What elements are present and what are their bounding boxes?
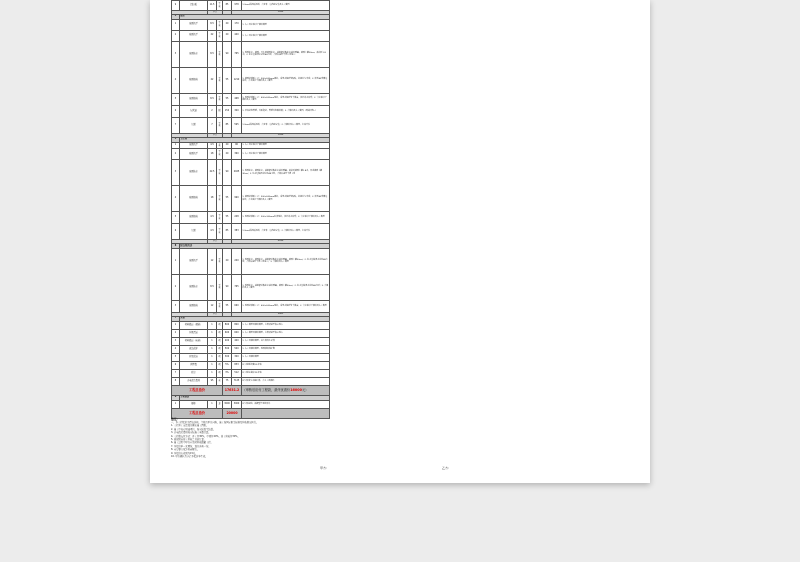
item-total: 240 xyxy=(232,248,242,274)
item-description: 1.3mm铝扣板吊顶，含龙骨、边角线安装；2. 含辅料及人工费用，灯具开孔 xyxy=(242,224,330,240)
item-name: 橱柜 xyxy=(180,400,208,408)
section-number: 6 xyxy=(172,243,180,248)
item-total: 765 xyxy=(232,274,242,300)
table-row xyxy=(172,186,330,212)
quote-table xyxy=(171,0,330,419)
item-unit: 平米 xyxy=(218,142,221,148)
row-number: 4 xyxy=(172,186,180,212)
table-row xyxy=(172,142,330,149)
item-total: 1210 xyxy=(232,67,242,93)
item-unit: 平米 xyxy=(217,30,223,41)
item-unit-price: 85 xyxy=(223,117,232,133)
row-number: 1 xyxy=(172,248,180,274)
table-row xyxy=(172,19,330,30)
grand-total-note xyxy=(242,385,330,395)
item-description: 1.3mm铝扣板吊顶，含龙骨、边角线安装及人工费用 xyxy=(242,1,330,11)
remarks-list xyxy=(171,421,341,458)
item-total: 800 xyxy=(232,321,242,329)
row-number: 8 xyxy=(172,377,180,385)
section-name: 其他 xyxy=(180,316,330,321)
item-total: 400 xyxy=(232,337,242,345)
item-name: 地面贴砖 xyxy=(180,93,208,105)
item-quantity: 22.5 xyxy=(208,160,217,186)
item-quantity: 22 xyxy=(208,67,217,93)
section-name: 厨房 xyxy=(180,14,330,19)
item-unit-price: 400 xyxy=(223,337,232,345)
row-number: 1 xyxy=(172,400,180,408)
item-unit: 平米 xyxy=(217,67,223,93)
item-quantity: 8.5 xyxy=(208,41,217,67)
item-unit-price: 85 xyxy=(223,1,232,11)
item-quantity: 4.5 xyxy=(208,142,217,149)
final-total-label: 工程总造价 xyxy=(172,408,223,418)
item-description: 1. 地面防水、墙面防水，涂刷聚氨酯防水涂料两遍，淋浴区墙面上翻1.8米，其余墙面上翻30cm；2. 防水层做闭水试验48小时，合格后进行下道工序 xyxy=(242,160,330,186)
row-number: 1 xyxy=(172,142,180,149)
item-total: 170 xyxy=(232,19,242,30)
item-name: 墙面贴砖 xyxy=(180,186,208,212)
item-total: 7125 xyxy=(232,377,242,385)
item-description: 1. 地面砖铺贴工艺：600×600mm地砖，采用水泥砂浆干铺法；2. 含水泥沙子辅料及人工费用 xyxy=(242,300,330,312)
item-total: 765 xyxy=(232,41,242,67)
item-total: 440 xyxy=(232,30,242,41)
remark-item: 1. 工程开工前需双方确认施工图纸。 xyxy=(171,424,209,428)
table-row xyxy=(172,329,330,337)
item-name: 开荒保洁 xyxy=(180,353,208,361)
item-name: 地面贴砖 xyxy=(180,212,208,224)
item-quantity: 1 xyxy=(208,369,217,377)
item-name: 材料搬运（楼梯） xyxy=(180,321,208,329)
subtotal-amount: 1665 xyxy=(232,312,330,316)
section-name: 阳台/阳光房 xyxy=(180,243,330,248)
item-quantity: 22 xyxy=(208,30,217,41)
item-name: 地面找平 xyxy=(180,19,208,30)
table-row xyxy=(172,274,330,300)
item-name: 垃圾清运 xyxy=(180,329,208,337)
item-name: 税金 xyxy=(180,369,208,377)
item-unit: 项 xyxy=(217,353,223,361)
table-row xyxy=(172,105,330,117)
item-quantity: 1 xyxy=(208,329,217,337)
item-unit-price: 55 xyxy=(223,186,232,212)
item-unit-price: 3000 xyxy=(223,400,232,408)
subtotal-label: 小计 xyxy=(208,133,223,137)
item-unit: 项 xyxy=(217,337,223,345)
table-row xyxy=(172,224,330,240)
item-unit: 项 xyxy=(217,321,223,329)
section-number: 7 xyxy=(172,316,180,321)
item-unit-price: 500 xyxy=(223,345,232,353)
item-total: 248 xyxy=(232,212,242,224)
remark-item: 5. 质保期自竣工验收之日起计算。 xyxy=(171,438,207,442)
section-number: 5 xyxy=(172,137,180,142)
item-quantity: 12 xyxy=(208,300,217,312)
table-row xyxy=(172,30,330,41)
item-unit: 项 xyxy=(217,329,223,337)
item-unit-price: 20 xyxy=(223,142,232,149)
item-description: 1. 地面防水、墙面防水，涂刷聚氨酯防水涂料两遍，墙面上翻30cm；2. 防水层做闭水试验48小时，合格后进行下道工序施工；3. 含辅料及人工费用 xyxy=(242,248,330,274)
item-unit-price: 55 xyxy=(223,300,232,312)
item-unit: 平米 xyxy=(217,212,223,224)
item-quantity: 1 xyxy=(208,321,217,329)
item-quantity: 1 xyxy=(208,353,217,361)
section-name: 卫生间 xyxy=(180,137,330,142)
item-unit: 米 xyxy=(217,377,223,385)
item-unit: 平米 xyxy=(217,117,223,133)
item-total: 853 xyxy=(232,361,242,369)
item-description: 1.3mm铝扣板吊顶，含龙骨、边角线安装；2. 含辅料及人工费用，灯具开孔 xyxy=(242,117,330,133)
item-quantity: 1 xyxy=(208,400,217,408)
item-total: 500 xyxy=(232,345,242,353)
remark-item: 2. 施工中如有增减项目，按实际发生结算。 xyxy=(171,427,216,431)
row-number: 9 xyxy=(172,1,180,11)
grand-total-row xyxy=(172,385,330,395)
item-total: 360 xyxy=(232,149,242,160)
item-description: 1. 人工及辅料费用 xyxy=(242,353,330,361)
item-name: 吊顶 xyxy=(180,224,208,240)
grand-total-amount: 17631.2 xyxy=(223,385,242,395)
row-number: 7 xyxy=(172,117,180,133)
table-row xyxy=(172,353,330,361)
subtotal-amount: 4096 xyxy=(232,240,330,244)
item-unit-price: 300 xyxy=(223,353,232,361)
item-unit: 平米 xyxy=(217,1,223,11)
table-row xyxy=(172,149,330,160)
item-total: 90 xyxy=(232,142,242,149)
table-row xyxy=(172,67,330,93)
row-number: 6 xyxy=(172,361,180,369)
table-row xyxy=(172,160,330,186)
row-number: 3 xyxy=(172,41,180,67)
item-name: 地面防水 xyxy=(180,41,208,67)
item-unit: 套 xyxy=(217,400,223,408)
item-description: 1. 人工及水泥沙子辅料费用 xyxy=(242,19,330,30)
row-number: 2 xyxy=(172,274,180,300)
item-total: 468 xyxy=(232,93,242,105)
section-number: 4 xyxy=(172,14,180,19)
remarks-heading: 备注： xyxy=(171,417,181,421)
item-unit: 平米 xyxy=(217,19,223,30)
item-description: 1. 轻体砖包管道，外贴瓷砖，管道外包隔音棉；2. 含辅料及人工费用，预留检修口 xyxy=(242,105,330,117)
item-description: 1. 人工费用及辅料费用，垃圾清运至指定地点 xyxy=(242,329,330,337)
item-unit: 平米 xyxy=(217,149,223,160)
item-total: 2025 xyxy=(232,160,242,186)
subtotal-amount: 3640 xyxy=(232,11,330,15)
item-unit: 项 xyxy=(217,345,223,353)
table-row xyxy=(172,93,330,105)
client-signature-label: 甲方： xyxy=(320,466,330,470)
remark-item: 8. 未尽事宜双方协商解决。 xyxy=(171,448,200,452)
item-quantity: 95 xyxy=(208,377,217,385)
table-row xyxy=(172,361,330,369)
item-total: 3000 xyxy=(232,400,242,408)
item-unit-price: 55 xyxy=(223,67,232,93)
remarks-block xyxy=(171,417,341,458)
item-unit-price: 55 xyxy=(223,93,232,105)
table-row xyxy=(172,400,330,408)
note-suffix: 元） xyxy=(302,387,309,392)
remark-item: 3. 水电改造费用按实际施工米数计算。 xyxy=(171,431,211,435)
row-number: 6 xyxy=(172,224,180,240)
item-unit-price: 90 xyxy=(223,274,232,300)
item-unit-price: 5% xyxy=(223,361,232,369)
row-number: 6 xyxy=(172,105,180,117)
item-unit-price: 20 xyxy=(223,149,232,160)
item-unit-price: 90 xyxy=(223,41,232,67)
item-quantity: 1 xyxy=(208,345,217,353)
remark-item: 6. 施工过程中甲方应及时验收隐蔽工程。 xyxy=(171,441,213,445)
item-description: 1. 人工费用及辅料费用，垃圾清运至指定地点 xyxy=(242,321,330,329)
item-description: 1. 墙面砖铺贴工艺：300×600mm墙砖，采用水泥砂浆粘贴，砖缝均匀平直；2. 阳角45度磨边拼接，含水泥沙子辅料及人工费用 xyxy=(242,67,330,93)
row-number: 2 xyxy=(172,149,180,160)
section-name: 主材预算 xyxy=(180,395,330,400)
item-description: 1. 地面砖铺贴工艺：600×600mm地砖，采用水泥砂浆干铺法，找好排水坡度；2. 含水泥沙子辅料及人工费用 xyxy=(242,93,330,105)
row-number: 5 xyxy=(172,93,180,105)
item-quantity: 18 xyxy=(208,149,217,160)
item-unit: 平米 xyxy=(217,160,223,186)
item-name: 地面防水 xyxy=(180,160,208,186)
subtotal-label: 小计 xyxy=(208,11,223,15)
item-quantity: 7 xyxy=(208,117,217,133)
table-row xyxy=(172,377,330,385)
item-description: 1. 人工及水泥沙子辅料费用 xyxy=(242,149,330,160)
row-number: 2 xyxy=(172,30,180,41)
item-name: 水电改造费用 xyxy=(180,377,208,385)
item-description: 1. 地面防水，涂刷聚氨酯防水涂料两遍，墙面上翻30cm；2. 防水层做闭水试验48小时；3. 含辅料及人工费用 xyxy=(242,274,330,300)
item-quantity: 8.5 xyxy=(208,19,217,30)
table-row xyxy=(172,212,330,224)
item-unit: 平米 xyxy=(217,274,223,300)
row-number: 7 xyxy=(172,369,180,377)
item-description: 按工程直接费5%计取 xyxy=(242,361,330,369)
item-name: 墙面贴砖 xyxy=(180,67,208,93)
row-number: 5 xyxy=(172,353,180,361)
item-name: 地面找平 xyxy=(180,248,208,274)
item-description: 1. 人工及水泥沙子辅料费用 xyxy=(242,30,330,41)
item-name: 材料搬运（电梯） xyxy=(180,337,208,345)
item-name: 包管道 xyxy=(180,105,208,117)
remark-item: 10. 甲方确认签字后本报价单生效。 xyxy=(171,455,208,459)
item-name: 管理费 xyxy=(180,361,208,369)
discount-price: 16000 xyxy=(290,387,302,392)
item-name: 铝扣板 xyxy=(180,1,208,11)
table-row xyxy=(172,345,330,353)
row-number: 1 xyxy=(172,321,180,329)
item-total: 300 xyxy=(232,105,242,117)
row-number: 3 xyxy=(172,300,180,312)
item-description: 1. 墙面砖铺贴工艺：300×600mm墙砖，采用水泥砂浆粘贴，砖缝均匀平直；2. 阳角45度磨边拼接，含水泥沙子辅料及人工费用 xyxy=(242,186,330,212)
item-unit: 平米 xyxy=(217,224,223,240)
item-name: 地面找平 xyxy=(180,142,208,149)
item-description: 1. 人工及辅料费用，按实际发生结算 xyxy=(242,337,330,345)
item-description: 1. 地面防水、墙面、卫生间墙面防水、涂刷聚氨酯防水涂料两遍，墙面上翻30cm，淋浴区1.8米；2. 防水层做闭水试验48小时，合格后进行下道工序施工 xyxy=(242,41,330,67)
item-unit-price: 55 xyxy=(223,212,232,224)
final-total-amount: 20000 xyxy=(223,408,242,418)
item-description: 按工程总造价3%计取 xyxy=(242,369,330,377)
item-quantity: 18 xyxy=(208,186,217,212)
item-quantity: 12 xyxy=(208,248,217,274)
subtotal-label: 小计 xyxy=(208,240,223,244)
item-total: 990 xyxy=(232,186,242,212)
item-description: 1. 人工及水泥沙子辅料费用 xyxy=(242,142,330,149)
item-name: 地面防水 xyxy=(180,274,208,300)
item-total: 383 xyxy=(232,224,242,240)
item-unit-price: 20 xyxy=(223,30,232,41)
item-quantity: 1 xyxy=(208,361,217,369)
item-unit-price: 75 xyxy=(223,377,232,385)
row-number: 5 xyxy=(172,212,180,224)
item-unit: 平米 xyxy=(217,300,223,312)
item-unit-price: 150 xyxy=(223,105,232,117)
item-quantity: 4.5 xyxy=(208,212,217,224)
item-description: 按实际选购，品牌型号另附清单 xyxy=(242,400,330,408)
remark-item: 7. 本报价单一式两份，双方各执一份。 xyxy=(171,444,211,448)
contractor-signature-label: 乙方： xyxy=(442,466,452,470)
table-row xyxy=(172,117,330,133)
item-unit-price: 90 xyxy=(223,160,232,186)
item-unit-price: 600 xyxy=(223,329,232,337)
item-quantity: 8.5 xyxy=(208,93,217,105)
item-quantity: 4.5 xyxy=(208,224,217,240)
item-total: 300 xyxy=(232,353,242,361)
table-row xyxy=(172,248,330,274)
item-total: 600 xyxy=(232,329,242,337)
subtotal-amount: 3948 xyxy=(232,133,330,137)
item-unit: 根 xyxy=(217,105,223,117)
item-total: 512 xyxy=(232,369,242,377)
table-row xyxy=(172,300,330,312)
remark-item: 4. 工程款支付方式：开工付30%，中期付40%，竣工验收付30%。 xyxy=(171,434,240,438)
item-unit-price: 20 xyxy=(223,19,232,30)
table-row xyxy=(172,369,330,377)
quote-table-wrapper xyxy=(171,0,329,419)
item-name: 地面贴砖 xyxy=(180,300,208,312)
item-unit-price: 3% xyxy=(223,369,232,377)
table-row xyxy=(172,321,330,329)
row-number: 3 xyxy=(172,160,180,186)
item-description: 1. 人工及辅料费用，地面铺设保护膜 xyxy=(242,345,330,353)
item-unit: 项 xyxy=(217,361,223,369)
item-quantity: 1 xyxy=(208,337,217,345)
row-number: 3 xyxy=(172,337,180,345)
section-number: 8 xyxy=(172,395,180,400)
remark-item: 9. 本报价有效期为15天。 xyxy=(171,451,198,455)
row-number: 2 xyxy=(172,329,180,337)
item-name: 成品保护 xyxy=(180,345,208,353)
item-unit: 平米 xyxy=(217,248,223,274)
row-number: 4 xyxy=(172,345,180,353)
item-unit: 项 xyxy=(217,369,223,377)
row-number: 1 xyxy=(172,19,180,30)
item-quantity: 8.5 xyxy=(208,274,217,300)
item-unit-price: 800 xyxy=(223,321,232,329)
item-quantity: 2 xyxy=(208,105,217,117)
item-total: 978 xyxy=(232,1,242,11)
item-name: 墙面找平 xyxy=(180,30,208,41)
note-prefix: （审核后应付工程款，最终优惠价 xyxy=(242,387,291,392)
item-name: 吊顶 xyxy=(180,117,208,133)
row-number: 4 xyxy=(172,67,180,93)
item-description: 1. 地面砖铺贴工艺：300×300mm防滑地砖，找好排水坡度；2. 含水泥沙子辅料及人工费用 xyxy=(242,212,330,224)
item-name: 墙面找平 xyxy=(180,149,208,160)
item-total: 660 xyxy=(232,300,242,312)
subtotal-label: 小计 xyxy=(208,312,223,316)
remark-item: 一、本工程报价为清包价格，主材由甲方自购，施工按国家相关标准及验收规范执行。 xyxy=(171,421,259,424)
table-row xyxy=(172,337,330,345)
item-unit-price: 85 xyxy=(223,224,232,240)
table-row xyxy=(172,1,330,11)
table-row xyxy=(172,41,330,67)
item-unit: 平米 xyxy=(217,41,223,67)
item-unit-price: 20 xyxy=(223,248,232,274)
item-total: 595 xyxy=(232,117,242,133)
item-quantity: 11.5 xyxy=(208,1,217,11)
item-unit: 平米 xyxy=(217,93,223,105)
item-description: 按实际发生米数结算，含人工及辅料 xyxy=(242,377,330,385)
item-unit: 平米 xyxy=(217,186,223,212)
grand-total-label: 工程总造价 xyxy=(172,385,223,395)
